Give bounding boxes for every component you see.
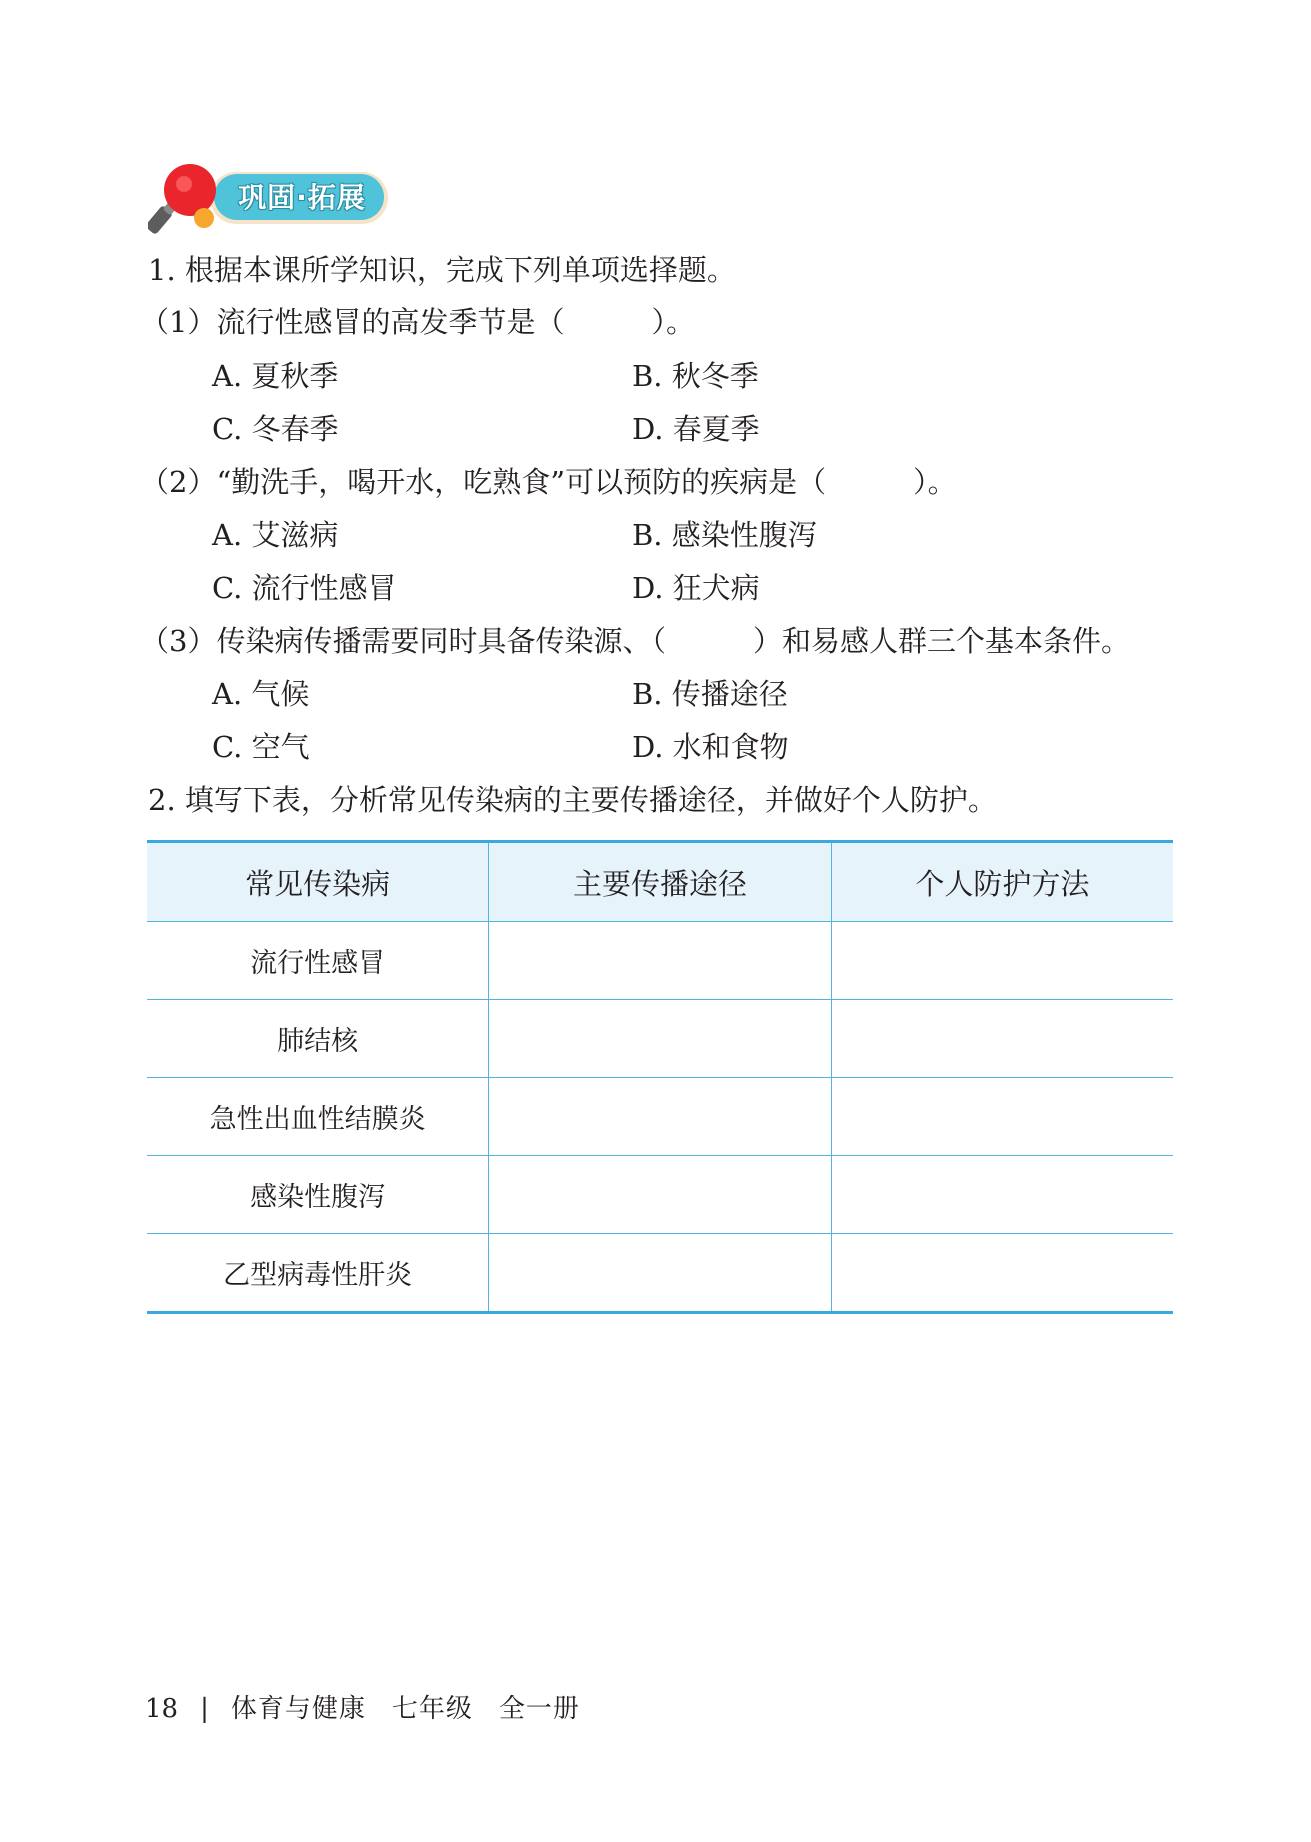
table-row	[147, 1156, 1173, 1234]
header-route: 主要传播途径	[489, 842, 831, 922]
protection-answer-cell[interactable]	[831, 1000, 1173, 1078]
footer-grade: 七年级	[391, 1694, 473, 1724]
table-row	[147, 922, 1173, 1000]
table-header-row	[147, 842, 1173, 922]
disease-cell: 肺结核	[147, 1000, 489, 1078]
option-1-1-d: D. 春夏季	[632, 412, 760, 446]
protection-answer-cell[interactable]	[831, 922, 1173, 1000]
route-answer-cell[interactable]	[489, 1078, 831, 1156]
table-row	[147, 1078, 1173, 1156]
protection-answer-cell[interactable]	[831, 1156, 1173, 1234]
disease-cell: 急性出血性结膜炎	[147, 1078, 489, 1156]
disease-cell: 流行性感冒	[147, 922, 489, 1000]
route-answer-cell[interactable]	[489, 922, 831, 1000]
disease-table	[147, 840, 1173, 1314]
option-1-3-d: D. 水和食物	[632, 730, 789, 764]
disease-cell: 感染性腹泻	[147, 1156, 489, 1234]
option-1-1-a: A. 夏秋季	[212, 359, 339, 393]
heading-label: 巩固·拓展	[238, 181, 366, 214]
route-answer-cell[interactable]	[489, 1234, 831, 1313]
option-1-1-c: C. 冬春季	[212, 412, 339, 446]
option-1-1-b: B. 秋冬季	[632, 359, 759, 393]
route-answer-cell[interactable]	[489, 1000, 831, 1078]
header-protection: 个人防护方法	[831, 842, 1173, 922]
route-answer-cell[interactable]	[489, 1156, 831, 1234]
option-1-2-c: C. 流行性感冒	[212, 571, 397, 605]
question-1-1-stem: （1）流行性感冒的高发季节是（ ）。	[140, 305, 695, 339]
table-row	[147, 1000, 1173, 1078]
footer-book: 体育与健康	[230, 1694, 366, 1724]
option-1-2-a: A. 艾滋病	[212, 518, 339, 552]
page-footer	[145, 1692, 580, 1726]
question-2-title: 2. 填写下表，分析常见传染病的主要传播途径，并做好个人防护。	[148, 783, 997, 817]
protection-answer-cell[interactable]	[831, 1234, 1173, 1313]
section-heading	[148, 160, 393, 235]
footer-separator: |	[200, 1694, 209, 1724]
disease-cell: 乙型病毒性肝炎	[147, 1234, 489, 1313]
option-1-2-d: D. 狂犬病	[632, 571, 760, 605]
option-1-3-c: C. 空气	[212, 730, 310, 764]
question-1-2-stem: （2）“勤洗手，喝开水，吃熟食”可以预防的疾病是（ ）。	[140, 465, 957, 499]
footer-title	[231, 1694, 580, 1724]
footer-volume: 全一册	[498, 1694, 580, 1724]
option-1-2-b: B. 感染性腹泻	[632, 518, 817, 552]
protection-answer-cell[interactable]	[831, 1078, 1173, 1156]
question-1-3-stem: （3）传染病传播需要同时具备传染源、（ ）和易感人群三个基本条件。	[140, 624, 1130, 658]
page-number: 18	[145, 1694, 179, 1724]
option-1-3-a: A. 气候	[212, 677, 310, 711]
option-1-3-b: B. 传播途径	[632, 677, 788, 711]
question-1-title: 1. 根据本课所学知识，完成下列单项选择题。	[148, 253, 736, 287]
table-row	[147, 1234, 1173, 1313]
header-disease: 常见传染病	[147, 842, 489, 922]
